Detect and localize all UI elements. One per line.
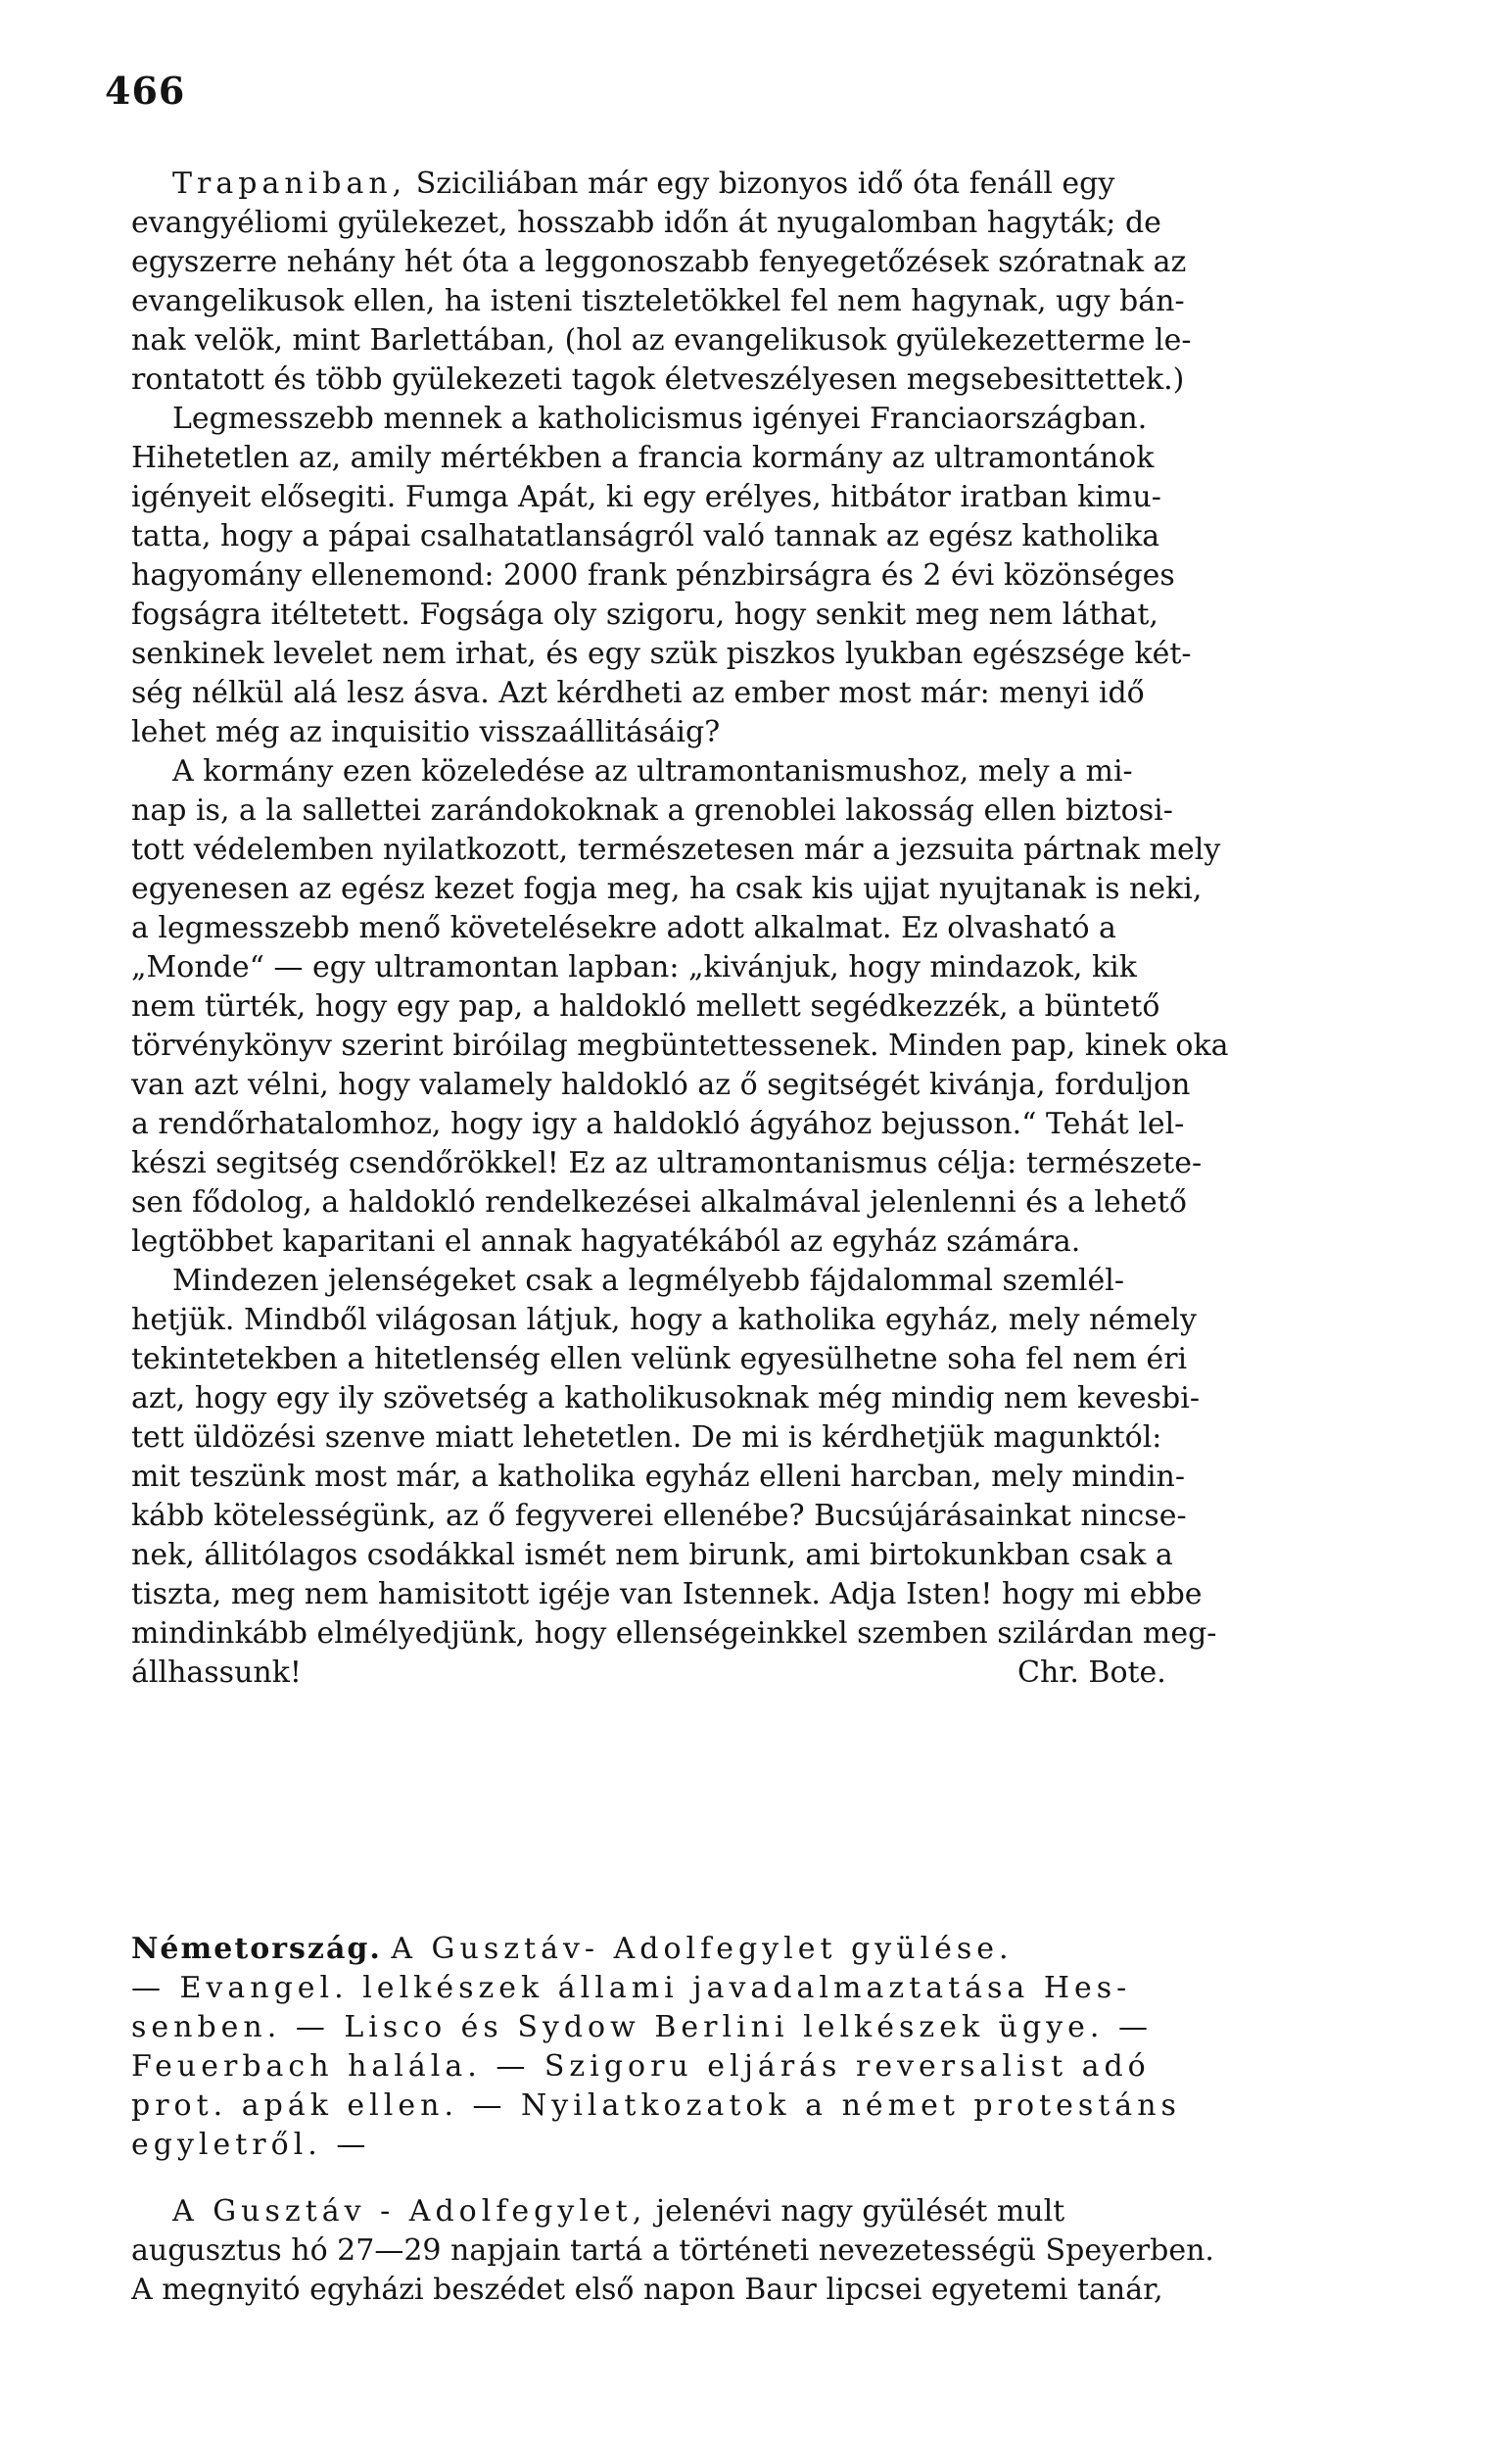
text-line: fogságra itéltetett. Fogsága oly szigoru, hogy senkit meg nem láthat, [131,598,1158,632]
text-line: A kormány ezen közeledése az ultramontanismushoz, mely a mi- [172,754,1133,789]
text-line: tatta, hogy a pápai csalhatatlanságról való tannak az egész katholika [131,519,1160,553]
text-line: Mindezen jelenségeket csak a legmélyebb fájdalommal szemlél- [172,1264,1125,1298]
text-line: mindinkább elmélyedjünk, hogy ellenségeinkkel szemben szilárdan meg- [131,1616,1217,1651]
summary-line: Feuerbach halála. — Szigoru eljárás reversalist adó [131,2049,1151,2084]
text-line [131,165,1424,204]
text-line: készi segitség csendőrökkel! Ez az ultramontanismus célja: természete- [131,1146,1203,1180]
text-line: sen fődolog, a haldokló rendelkezései alkalmával jelenlenni és a lehető [131,1185,1187,1220]
text-line: tiszta, meg nem hamisitott igéje van Istennek. Adja Isten! hogy mi ebbe [131,1577,1203,1611]
text-line: evangelikusok ellen, ha isteni tiszteletökkel fel nem hagynak, ugy bán- [131,284,1185,318]
page-number: 466 [105,69,186,113]
text-line: legtöbbet kaparitani el annak hagyatékából az egyház számára. [131,1224,1081,1259]
section-heading-line [131,1930,1424,1969]
text-line: lehet még az inquisitio visszaállitásáig? [131,715,721,749]
spaced-words: A Gusztáv - Adolfegylet, [172,2194,647,2229]
text-line: augusztus hó 27—29 napjain tartá a történeti nevezetességü Speyerben. [131,2233,1214,2268]
line-text: állhassunk! [131,1655,302,1690]
line-rest: jelenévi nagy gyülését mult [646,2194,1065,2229]
text-line: azt, hogy egy ily szövetség a katholikusoknak még mindig nem kevesbi- [131,1381,1200,1415]
text-line: Legmesszebb mennek a katholicismus igényei Franciaországban. [172,402,1148,436]
article-gustav-adolf [131,2192,1424,2329]
text-line: tett üldözési szenve miatt lehetetlen. De mi is kérdhetjük magunktól: [131,1420,1162,1455]
text-line: „Monde“ — egy ultramontan lapban: „kivánjuk, hogy mindazok, kik [131,950,1137,984]
spaced-word: Trapaniban, [172,167,407,201]
text-line: tott védelemben nyilatkozott, természetesen már a jezsuita pártnak mely [131,833,1221,867]
text-line: Hihetetlen az, amily mértékben a francia kormány az ultramontánok [131,441,1155,475]
text-line: nap is, a la sallettei zarándokoknak a grenoblei lakosság ellen biztosi- [131,793,1173,828]
section-heading: Németország. [131,1932,382,1966]
text-line: mit teszünk most már, a katholika egyház elleni harcban, mely mindin- [131,1460,1186,1494]
signature: Chr. Bote. [1017,1655,1166,1690]
text-line [131,2192,1424,2231]
text-line: tekintetekben a hitetlenség ellen velünk egyesülhetne soha fel nem éri [131,1342,1188,1376]
text-line: rontatott és több gyülekezeti tagok életveszélyesen megsebesittettek.) [131,362,1185,397]
summary-line: — Evangel. lelkészek állami javadalmaztatása Hes- [131,1971,1132,2005]
text-line: hagyomány ellenemond: 2000 frank pénzbirságra és 2 évi közönséges [131,558,1175,593]
line-rest: Sziciliában már egy bizonyos idő óta fenáll egy [406,167,1115,201]
text-line: nak velök, mint Barlettában, (hol az evangelikusok gyülekezetterme le- [131,323,1192,358]
text-line: a rendőrhatalomhoz, hogy igy a haldokló ágyához bejusson.“ Tehát lel- [131,1107,1185,1141]
summary-line: prot. apák ellen. — Nyilatkozatok a német protestáns [131,2088,1181,2123]
section-germany [131,1930,1424,2162]
text-line: A megnyitó egyházi beszédet első napon Baur lipcsei egyetemi tanár, [131,2273,1163,2307]
article-trapani-and-france [131,165,1424,1830]
summary-text: A Gusztáv- Adolfegylet gyülése. [391,1932,1014,1966]
text-line: kább kötelességünk, az ő fegyverei ellenébe? Bucsújárásainkat nincse- [131,1499,1187,1533]
text-line: ség nélkül alá lesz ásva. Azt kérdheti az ember most már: menyi idő [131,676,1145,710]
text-line: nem türték, hogy egy pap, a haldokló mellett segédkezzék, a büntető [131,989,1160,1024]
text-line [131,1654,1424,1693]
text-line: egyenesen az egész kezet fogja meg, ha csak kis ujjat nyujtanak is neki, [131,872,1203,906]
text-line: senkinek levelet nem irhat, és egy szük piszkos lyukban egészsége két- [131,637,1192,671]
text-line: van azt vélni, hogy valamely haldokló az ő segitségét kivánja, forduljon [131,1068,1191,1102]
text-line: igényeit elősegiti. Fumga Apát, ki egy erélyes, hitbátor iratban kimu- [131,480,1161,514]
text-line: törvénykönyv szerint biróilag megbüntettessenek. Minden pap, kinek oka [131,1029,1229,1063]
summary-line: egyletről. — [131,2128,371,2162]
text-line: a legmesszebb menő követelésekre adott alkalmat. Ez olvasható a [131,911,1116,945]
text-line: egyszerre nehány hét óta a leggonoszabb fenyegetőzések szóratnak az [131,245,1187,279]
text-line: hetjük. Mindből világosan látjuk, hogy a katholika egyház, mely némely [131,1303,1197,1337]
text-line: nek, állitólagos csodákkal ismét nem birunk, ami birtokunkban csak a [131,1538,1173,1572]
text-line: evangyéliomi gyülekezet, hosszabb időn át nyugalomban hagyták; de [131,206,1161,240]
summary-line: senben. — Lisco és Sydow Berlini lelkészek ügye. — [131,2010,1153,2044]
